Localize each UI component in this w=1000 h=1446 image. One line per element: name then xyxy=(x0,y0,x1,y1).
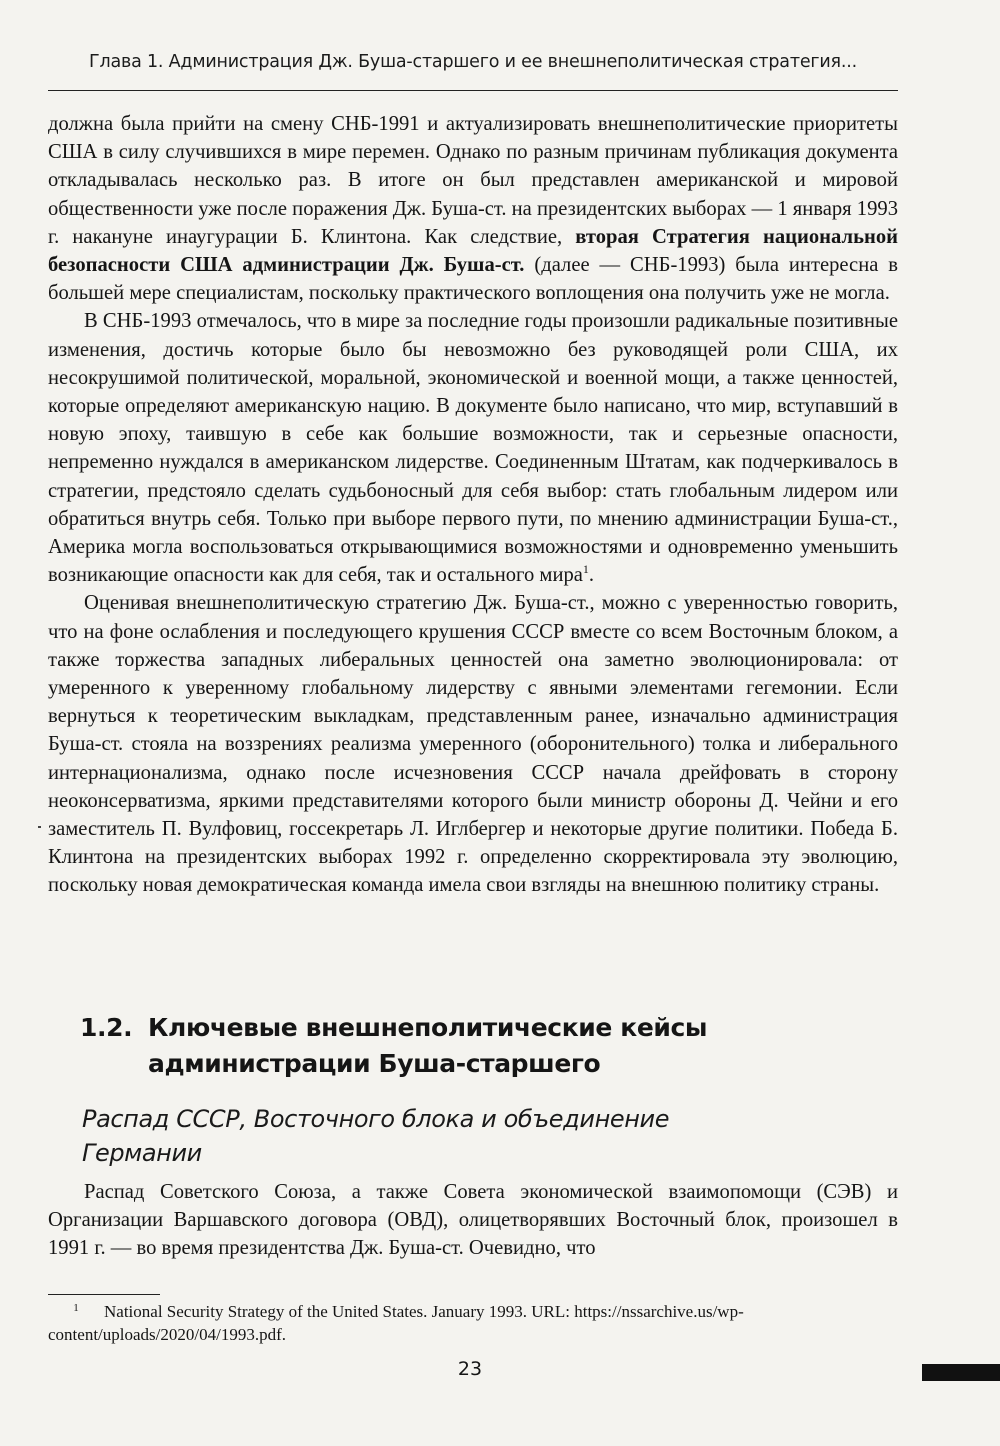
paragraph xyxy=(48,589,898,899)
edge-thumb-mark xyxy=(922,1364,1000,1381)
paragraph-text: В СНБ-1993 отмечалось, что в мире за последние годы произошли радикальные позитивные изменения, достичь которые было бы невозможно без руководящей роли США, их несокрушимой политической, моральной, экономической и военной мощи, а также ценностей, которые определяют американскую нацию. В документе было написано, что мир, вступавший в новую эпоху, таившую в себе как большие возможности, так и серьезные опасности, непременно нуждался в американском лидерстве. Соединенным Штатам, как подчеркивалось в стратегии, предстояло сделать судьбоносный для себя выбор: стать глобальным лидером или обратиться внутрь себя. Только при выборе первого пути, по мнению администрации Буша-ст., Америка могла воспользоваться открывающимися возможностями и одновременно уменьшить возникающие опасности как для себя, так и остального мира xyxy=(48,310,898,587)
footnote-text: National Security Strategy of the United States. January 1993. URL: https://nssarchive.us/wp-content/uploads/2020/04/1993.pdf. xyxy=(48,1302,744,1344)
section-number: 1.2. xyxy=(80,1013,133,1042)
intro-text xyxy=(48,110,898,900)
paragraph-text: должна была прийти на смену СНБ-1991 и актуализировать внешнеполитические приоритеты США в силу случившихся в мире перемен. Однако по разным причинам публикация документа откладывалась несколько раз. В итоге он был представлен американской и мировой общественности уже после поражения Дж. Буша-ст. на президентских выборах — 1 января 1993 г. накануне инаугурации Б. Клинтона. Как следствие, xyxy=(48,113,898,248)
footnote xyxy=(48,1300,898,1346)
paragraph-text: (далее — СНБ-1993) была интересна в большей мере специалистам, поскольку практического воплощения она получить уже не могла. xyxy=(48,254,898,305)
section-body-text xyxy=(48,1178,898,1263)
subsection-heading xyxy=(82,1102,782,1170)
running-head: Глава 1. Администрация Дж. Буша-старшего и ее внешнеполитическая стратегия... xyxy=(89,52,857,72)
paragraph-text: Оценивая внешнеполитическую стратегию Дж. Буша-ст., можно с уверенностью говорить, что на фоне ослабления и последующего крушения СССР вместе со всем Восточным блоком, а также торжества западных либеральных ценностей она заметно эволюционировала: от умеренного к уверенному глобальному лидерству с явными элементами гегемонии. Если вернуться к теоретическим выкладкам, представленным ранее, изначально администрация Буша-ст. стояла на воззрениях реализма умеренного (оборонительного) толка и либерального интернационализма, однако после исчезновения СССР начала дрейфовать в сторону неоконсерватизма, яркими представителями которого были министр обороны Д. Чейни и его заместитель П. Вулфовиц, госсекретарь Л. Иглбергер и некоторые другие политики. Победа Б. Клинтона на президентских выборах 1992 г. определенно скорректировала эту эволюцию, поскольку новая демократическая команда имела свои взгляды на внешнюю политику страны. xyxy=(48,592,898,897)
page-number: 23 xyxy=(457,1358,483,1380)
paragraph-text: Распад Советского Союза, а также Совета экономической взаимопомощи (СЭВ) и Организации Варшавского договора (ОВД), олицетворявших Восточный блок, произошел в 1991 г. — во время президентства Дж. Буша-ст. Очевидно, что xyxy=(48,1181,898,1260)
paragraph xyxy=(48,307,898,589)
section-title-line: Ключевые внешнеполитические кейсы xyxy=(148,1013,708,1042)
scan-speck xyxy=(38,826,41,828)
footnote-mark: 1 xyxy=(73,1302,79,1314)
header-rule xyxy=(48,90,898,91)
section-title-line: администрации Буша-старшего xyxy=(148,1049,601,1078)
footnote-reference[interactable]: 1 xyxy=(582,562,589,577)
bold-term: вторая Стратегия национальной безопасности США администрации Дж. Буша-ст. xyxy=(48,225,898,277)
footnote-rule xyxy=(48,1294,160,1295)
paragraph xyxy=(48,1178,898,1263)
subsection-title-line: Германии xyxy=(82,1139,202,1167)
paragraph xyxy=(48,110,898,307)
section-title xyxy=(148,1010,848,1082)
paragraph-end: . xyxy=(588,564,595,587)
subsection-title-line: Распад СССР, Восточного блока и объединение xyxy=(82,1105,670,1133)
